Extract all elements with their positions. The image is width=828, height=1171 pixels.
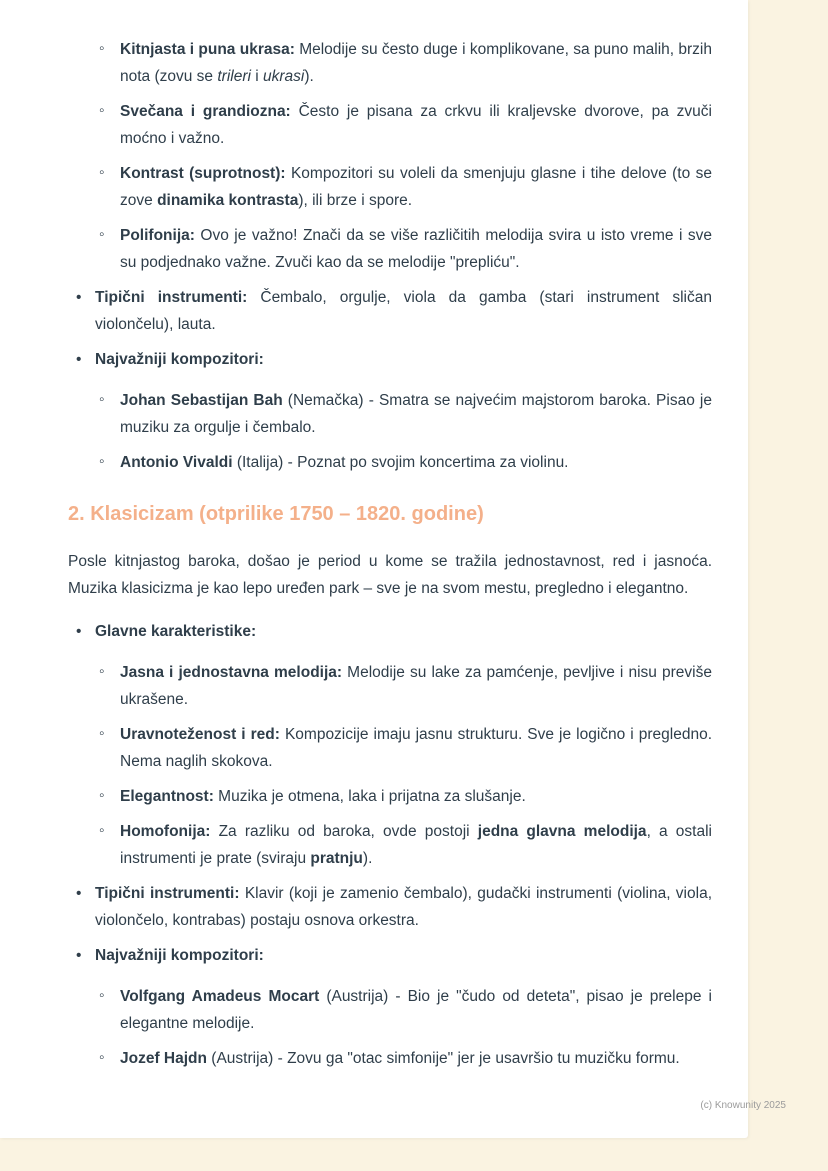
copyright-watermark: (c) Knowunity 2025 [700, 1100, 786, 1111]
bold-text: Tipični instrumenti: [95, 289, 248, 306]
bold-text: Volfgang Amadeus Mocart [120, 988, 320, 1005]
regular-text: (Italija) - Poznat po svojim koncertima za violinu. [232, 454, 569, 471]
italic-text: trileri [217, 68, 251, 85]
bullet-circle-marker [99, 817, 105, 844]
list-item-text [120, 823, 712, 867]
regular-text: Često je pisana za crkvu ili kraljevske dvorove, pa zvuči moćno i važno. [120, 103, 712, 147]
regular-text: Melodije su lake za pamćenje, pevljive i nisu previše ukrašene. [120, 664, 712, 708]
list-item [95, 449, 712, 476]
list-klasicizam-main [68, 618, 712, 1072]
bold-text: pratnju [310, 850, 363, 867]
bold-text: Svečana i grandiozna: [120, 103, 291, 120]
bullet-circle-marker [99, 658, 105, 685]
bullet-disc-marker [76, 880, 81, 907]
list-baroque-characteristics [68, 36, 712, 276]
bullet-circle-marker [99, 782, 105, 809]
bullet-circle-marker [99, 97, 105, 124]
list-item-text [95, 947, 264, 964]
list-item-text [120, 726, 712, 770]
bold-text: Najvažniji kompozitori: [95, 351, 264, 368]
regular-text: ), ili brze i spore. [298, 192, 413, 209]
regular-text: ). [304, 68, 314, 85]
list-item [95, 783, 712, 810]
bullet-circle-marker [99, 159, 105, 186]
list-item [68, 346, 712, 476]
bullet-disc-marker [76, 942, 81, 969]
bullet-circle-marker [99, 221, 105, 248]
regular-text: i [250, 68, 264, 85]
nested-list [95, 983, 712, 1072]
list-item [68, 284, 712, 338]
list-item-text [120, 454, 569, 471]
bold-text: Elegantnost: [120, 788, 214, 805]
list-item-text [95, 885, 712, 929]
regular-text: Kompozicije imaju jasnu strukturu. Sve je logično i pregledno. Nema naglih skokova. [120, 726, 712, 770]
list-item-text [120, 664, 712, 708]
italic-text: ukrasi [263, 68, 305, 85]
list-item-text [120, 988, 712, 1032]
bold-text: Polifonija: [120, 227, 195, 244]
nested-list [95, 387, 712, 476]
regular-text: , a ostali instrumenti je prate (sviraju [120, 823, 712, 867]
bold-text: jedna glavna melodija [477, 823, 647, 840]
bold-text: Najvažniji kompozitori: [95, 947, 264, 964]
regular-text: Kompozitori su voleli da smenjuju glasne i tihe delove (to se zove [120, 165, 712, 209]
bold-text: Antonio Vivaldi [120, 454, 233, 471]
regular-text: Melodije su često duge i komplikovane, sa puno malih, brzih nota (zovu se [120, 41, 712, 85]
bold-text: dinamika kontrasta [157, 192, 299, 209]
list-baroque-main [68, 284, 712, 476]
bold-text: Kitnjasta i puna ukrasa: [120, 41, 295, 58]
list-item-text [95, 623, 256, 640]
bold-text: Kontrast (suprotnost): [120, 165, 286, 182]
bullet-disc-marker [76, 618, 81, 645]
bold-text: Tipični instrumenti: [95, 885, 240, 902]
regular-text: (Austrija) - Bio je "čudo od deteta", pisao je prelepe i elegantne melodije. [120, 988, 712, 1032]
regular-text: (Nemačka) - Smatra se najvećim majstorom baroka. Pisao je muziku za orgulje i čembalo. [120, 392, 712, 436]
bold-text: Glavne karakteristike: [95, 623, 257, 640]
nested-list [95, 659, 712, 872]
list-item [68, 880, 712, 934]
list-item-text [120, 103, 712, 147]
list-item [95, 1045, 712, 1072]
bold-text: Johan Sebastijan Bah [120, 392, 283, 409]
bullet-circle-marker [99, 35, 105, 62]
list-item-text [95, 289, 712, 333]
bullet-circle-marker [99, 982, 105, 1009]
list-item-text [120, 165, 712, 209]
bullet-circle-marker [99, 720, 105, 747]
list-item [95, 222, 712, 276]
list-item [95, 818, 712, 872]
list-item-text [120, 392, 712, 436]
list-item [68, 618, 712, 872]
bullet-disc-marker [76, 346, 81, 373]
klasicizam-intro-paragraph: Posle kitnjastog baroka, došao je period u kome se tražila jednostavnost, red i jasnoća. Muzika klasicizma je kao lepo uređen park – sve je na svom mestu, pregledno i elegantno. [68, 553, 712, 597]
bold-text: Homofonija: [120, 823, 211, 840]
regular-text: Muzika je otmena, laka i prijatna za slušanje. [213, 788, 526, 805]
list-item-text [120, 41, 712, 85]
list-item [95, 659, 712, 713]
list-item [95, 98, 712, 152]
list-item-text [95, 351, 264, 368]
bold-text: Jasna i jednostavna melodija: [120, 664, 343, 681]
regular-text: (Austrija) - Zovu ga "otac simfonije" jer je usavršio tu muzičku formu. [206, 1050, 680, 1067]
list-item [95, 36, 712, 90]
list-item [95, 983, 712, 1037]
list-item [95, 160, 712, 214]
bullet-circle-marker [99, 386, 105, 413]
list-item-text [120, 788, 526, 805]
bullet-disc-marker [76, 284, 81, 311]
bold-text: Jozef Hajdn [120, 1050, 207, 1067]
section-heading-klasicizam: 2. Klasicizam (otprilike 1750 – 1820. godine) [68, 503, 484, 525]
bullet-circle-marker [99, 448, 105, 475]
list-item [95, 721, 712, 775]
bullet-circle-marker [99, 1044, 105, 1071]
regular-text: Ovo je važno! Znači da se više različitih melodija svira u isto vreme i sve su podjednako važne. Zvuči kao da se melodije "prepliću". [120, 227, 712, 271]
regular-text: Za razliku od baroka, ovde postoji [210, 823, 478, 840]
list-item [95, 387, 712, 441]
regular-text: ). [362, 850, 373, 867]
regular-text: Čembalo, orgulje, viola da gamba (stari instrument sličan violončelu), lauta. [95, 289, 712, 333]
list-item-text [120, 1050, 680, 1067]
list-item-text [120, 227, 712, 271]
regular-text: Klavir (koji je zamenio čembalo), gudački instrumenti (violina, viola, violončelo, kontrabas) postaju osnova orkestra. [95, 885, 712, 929]
bold-text: Uravnoteženost i red: [120, 726, 280, 743]
list-item [68, 942, 712, 1072]
